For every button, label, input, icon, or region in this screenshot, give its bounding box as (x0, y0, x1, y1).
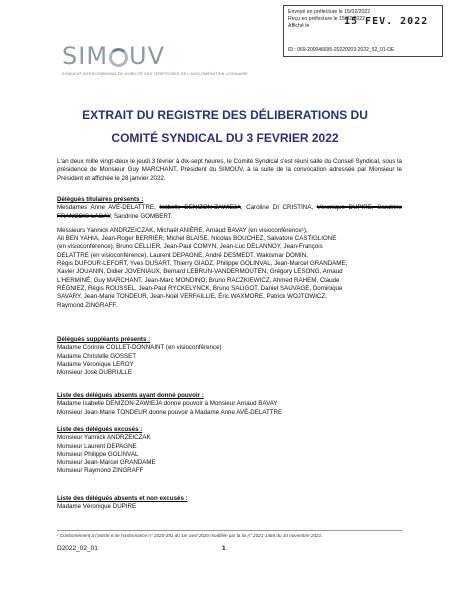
intro-paragraph: L'an deux mille vingt-deux le jeudi 3 février à dix-sept heures, le Comité Syndical s'est réuni salle du Conseil Syndical, sous la présidence de Monsieur Guy MARCHANT, Président du SIMOUV, à la suite de la convocation adressée par Monsieur le Président et affichée le 28 janvier 2022. (57, 158, 402, 182)
excuse-item: Monsieur Jean-Marcel GRANDAME (57, 459, 156, 467)
mesdames-mid: , Caroline DI CRISTINA, (240, 204, 314, 212)
logo-subtitle: SYNDICAT INTERCOMMUNAL DE MOBILITÉ DES TERRITOIRES DE L'AGGLOMÉRATION LYONNAISE (62, 72, 248, 76)
stamp-sent: Envoyé en préfecture le 15/02/2022 (288, 9, 371, 15)
mesdames-end: , Sandrine GOMBERT. (110, 212, 173, 220)
page-number: 1 (222, 545, 226, 552)
stamp-posted-label: Affiché le (288, 23, 310, 29)
pouvoir-item: Monsieur Jean-Marie TONDEUR donne pouvoir à Madame Anne AVÉ-DELATTRE (57, 408, 283, 416)
document-code: D2022_02_01 (57, 545, 98, 552)
document-title (40, 104, 410, 150)
simouv-logo (62, 42, 248, 76)
mesdames-prefix: Mesdames Anne AVÉ-DELATTRE, (57, 204, 156, 212)
stamp-id: ID : 069-200046695-20220203-2022_02_01-DE (288, 47, 395, 53)
messieurs-line: L'HERMINÉ, Guy MARCHANT, Jean-Marc MONDINO, Bruno RACZKIEWICZ, Ahmed RAHEM, Claude (57, 276, 340, 284)
suppleants-heading: Délégués suppléants présents : (57, 336, 151, 343)
messieurs-line: Régis DUFOUR-LEFORT, Yves DUSART, Thierry GIADZ, Philippe GOLINVAL, Jean-Marcel GRANDAME, (57, 260, 348, 268)
messieurs-line: SAVARY, Jean-Marie TONDEUR, Jean-Noël VERFAILLIE, Éric WAXMORE, Patrick WOJTOWICZ, (57, 293, 327, 301)
messieurs-line: Raymond ZINGRAFF. (57, 301, 118, 309)
mesdames-struck-2: Véronique DUPIRE, Sandrine FRANCOIS-LAGAY (57, 204, 402, 220)
excuses-section (57, 426, 402, 476)
logo-ring-icon (109, 48, 128, 67)
suppleant-item: Madame Christelle GOSSET (57, 352, 137, 360)
messieurs-line: (en visioconférence), Bruno CELLIER, Jean-Paul COMYN, Jean-Luc DELANNOY, Jean-François (57, 243, 323, 251)
stamp-received: Reçu en préfecture le 15/02/2022 (288, 16, 366, 22)
mesdames-struck-1: Isabelle DENIZON-ZAWIEJA (159, 204, 241, 212)
messieurs-list (57, 227, 402, 310)
pouvoir-heading: Liste des délégués absents ayant donné pouvoir : (57, 392, 204, 399)
titulaires-heading: Délégués titulaires présents : (57, 196, 144, 203)
suppleant-item: Monsieur José DUBRULLE (57, 369, 132, 377)
messieurs-line: RÉGNIEZ, Régis ROUSSEL, Jean-Paul RYCKELYNCK, Bruno SALIGOT, Daniel SAUVAGE, Dominique (57, 284, 343, 292)
messieurs-line: DELATTRE (en visioconférence), Laurent DEPAGNE, André DESMEDT, Wakismar DOMIN, (57, 251, 308, 259)
titulaires-section (57, 196, 402, 310)
non-excuses-heading: Liste des délégués absents et non excusés : (57, 495, 188, 502)
prefecture-stamp (283, 5, 443, 57)
excuse-item: Monsieur Laurent DEPAGNE (57, 442, 137, 450)
messieurs-line: Messieurs Yannick ANDRZEICZAK, Michaël ANIÈRE, Arnaud BAVAY (en visioconférence¹), (57, 226, 308, 234)
logo-text-end: UV (129, 42, 166, 70)
pouvoir-item: Madame Isabelle DENIZON-ZAWIEJA donne pouvoir à Monsieur Arnaud BAVAY (57, 400, 278, 408)
title-line-1: EXTRAIT DU REGISTRE DES DÉLIBERATIONS DU (82, 108, 368, 122)
footnote: ¹ Conformément à l'article 6 de l'ordonnance n° 2020-391 du 1er avril 2020 modifiée par la loi n° 2021-1465 du 10 novembre 2021. (57, 530, 402, 538)
messieurs-line: Xavier JOUANIN, Didier JOVENIAUX, Bernard LEBRUN-VANDERMOUTEN, Grégory LESONG, Arnaud (57, 268, 343, 276)
excuses-heading: Liste des délégués excusés : (57, 426, 143, 433)
pouvoir-section (57, 392, 402, 417)
messieurs-line: Ali BEN YAHIA, Jean-Roger BERRIER, Michel BLAISE, Nicolas BOUCHEZ, Salvatore CASTIGLIONE (57, 235, 337, 243)
excuse-item: Monsieur Philippe GOLINVAL (57, 450, 139, 458)
logo-text-start: SIM (62, 42, 109, 70)
stamp-posted-date: 15 FEV. 2022 (344, 16, 429, 27)
suppleant-item: Madame Véronique LEROY (57, 360, 134, 368)
non-excuse-item: Madame Véronique DUPIRE (57, 503, 137, 511)
suppleant-item: Madame Corinne COLLET-DONNAINT (en visioconférence) (57, 344, 222, 352)
excuse-item: Monsieur Raymond ZINGRAFF (57, 467, 144, 475)
excuse-item: Monsieur Yannick ANDRZEICZAK (57, 434, 151, 442)
mesdames-line (57, 204, 402, 221)
title-line-2: COMITÉ SYNDICAL DU 3 FEVRIER 2022 (111, 131, 339, 145)
suppleants-section (57, 336, 402, 377)
non-excuses-section (57, 495, 402, 512)
